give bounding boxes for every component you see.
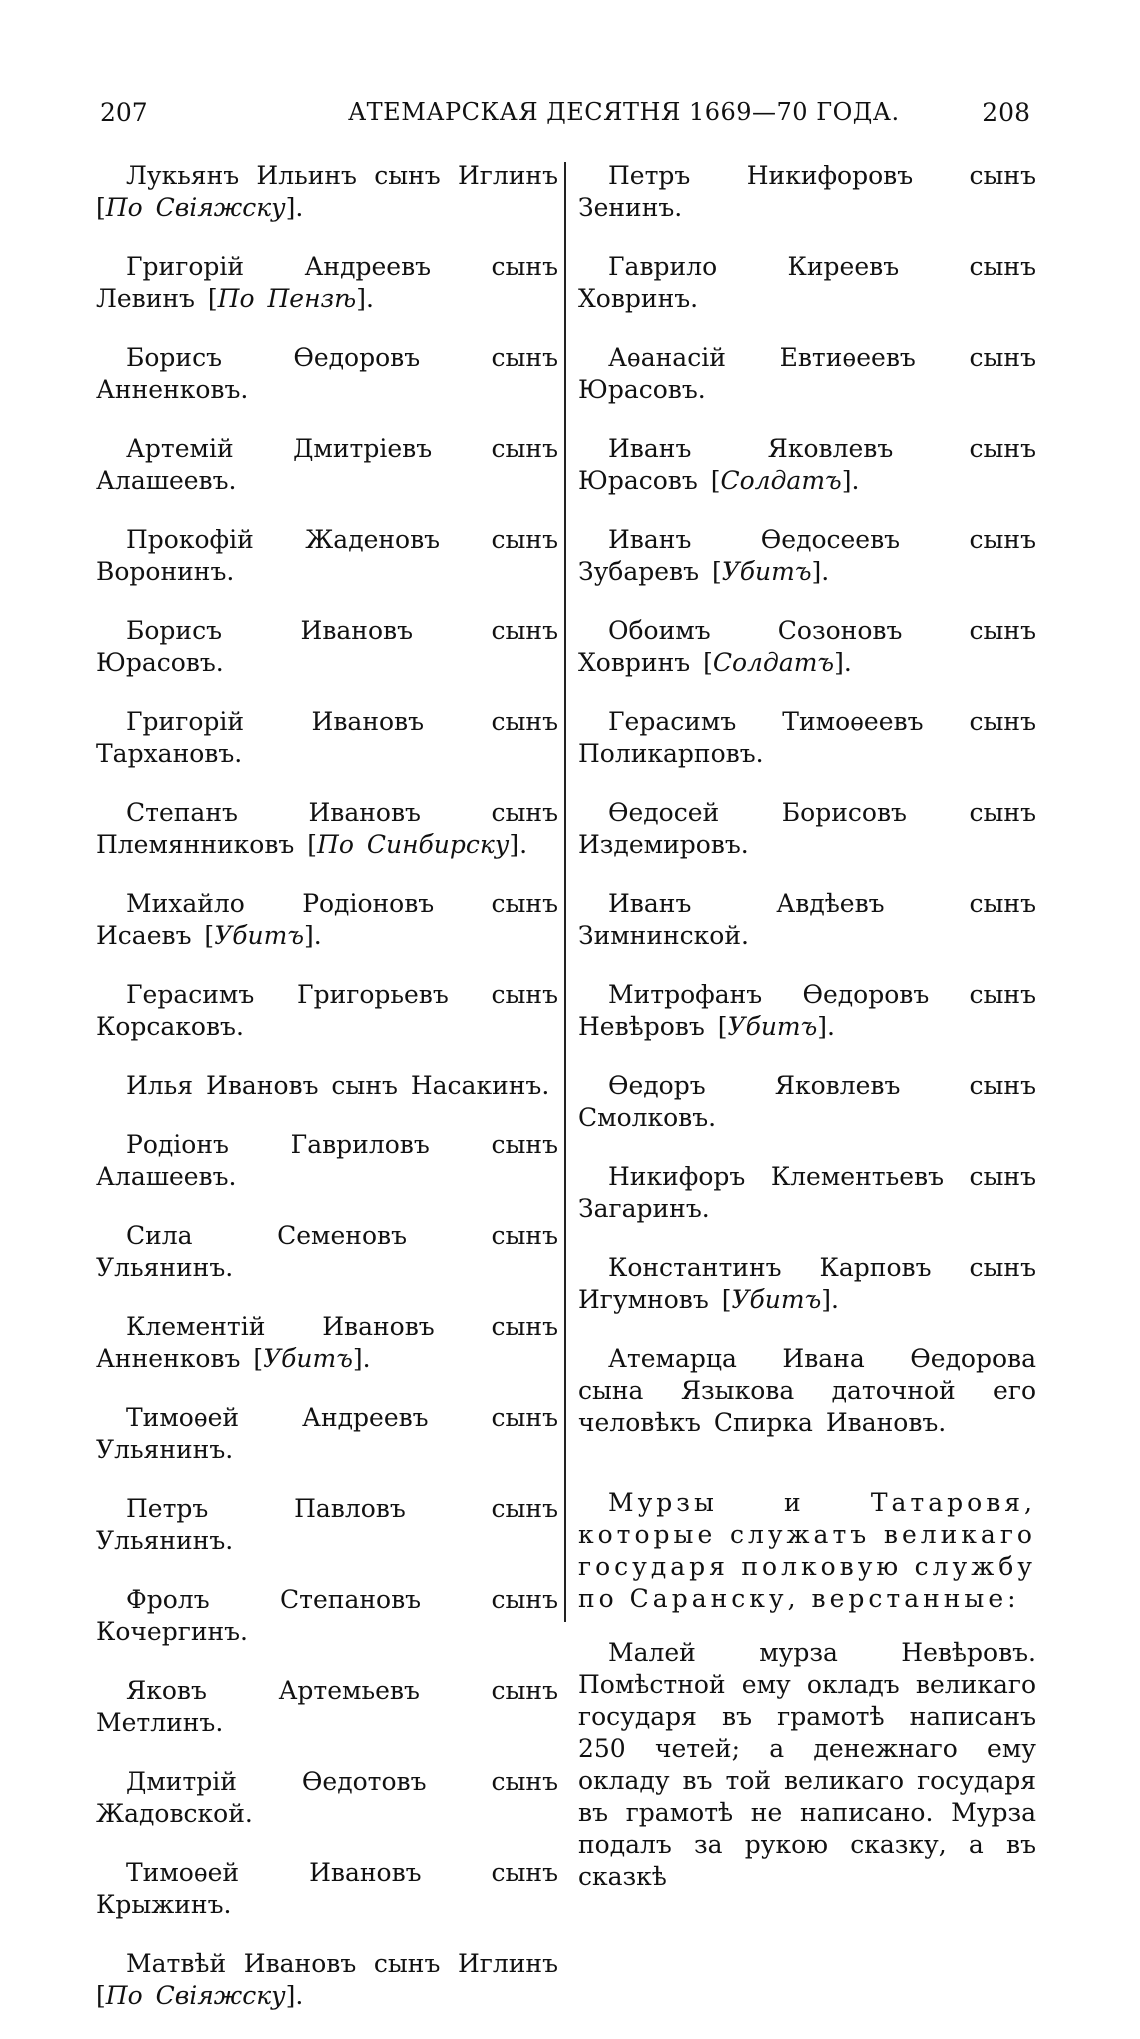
running-title: АТЕМАРСКАЯ ДЕСЯТНЯ 1669—70 ГОДА. [348,98,900,126]
entry-name: Илья Ивановъ сынъ Насакинъ. [126,1071,550,1100]
entry-name: Михайло Родіоновъ сынъ Исаевъ [96,889,558,950]
right-column [578,160,1036,1893]
entry-name: Герасимъ Григорьевъ сынъ Корсаковъ. [96,980,558,1041]
entry-name: Фролъ Степановъ сынъ Кочергинъ. [96,1585,558,1646]
page-number-left: 207 [100,98,148,127]
page-number-right: 208 [982,98,1030,127]
entry-name: Обоимъ Созоновъ сынъ Ховринъ [578,616,1036,677]
entry-name: Гаврило Киреевъ сынъ Ховринъ. [578,252,1036,313]
entry-note: Убитъ [721,557,812,586]
entry-name: Прокофій Жаденовъ сынъ Воронинъ. [96,525,558,586]
entry-note: По Синбирску [317,830,510,859]
entry-name: Сила Семеновъ сынъ Ульянинъ. [96,1221,558,1282]
register-entry: Иванъ Өедосеевъ сынъ Зубаревъ [Убитъ]. [578,525,1036,586]
section-heading: Мурзы и Татаровя, которые служатъ великаго государя полковую службу по Саранску, верстанные: [578,1488,1036,1613]
register-entry [96,615,558,679]
register-entry [578,1070,1036,1134]
register-entry [578,160,1036,224]
register-entry [96,1402,558,1466]
entry-name: Иванъ Яковлевъ сынъ Юрасовъ [578,434,1036,495]
entry-name: Григорій Андреевъ сынъ Левинъ [96,252,558,313]
entry-name: Константинъ Карповъ сынъ Игумновъ [578,1253,1036,1314]
register-entry [578,1343,1036,1439]
register-entry [578,342,1036,406]
entry-name: Петръ Никифоровъ сынъ Зенинъ. [578,161,1036,222]
entry-note: По Пензѣ [217,284,357,313]
register-entry [96,1129,558,1193]
entry-name: Аѳанасій Евтиѳеевъ сынъ Юрасовъ. [578,343,1036,404]
entry-name: Өедосей Борисовъ сынъ Издемировъ. [578,798,1036,859]
register-entry [96,1493,558,1557]
entry-name: Атемарца Ивана Өедорова сына Языкова даточной его человѣкъ Спирка Ивановъ. [578,1344,1036,1437]
entry-note: По Свіяжску [105,1981,286,2010]
register-entry [96,433,558,497]
register-entry [96,1070,558,1102]
entry-note: Убитъ [263,1344,353,1373]
entry-name: Дмитрій Өедотовъ сынъ Жадовской. [96,1767,558,1828]
entry-note: Солдатъ [712,648,835,677]
register-entry [96,1675,558,1739]
left-column [96,160,558,2039]
entry-name: Артемій Дмитріевъ сынъ Алашеевъ. [96,434,558,495]
entry-name: Борисъ Ивановъ сынъ Юрасовъ. [96,616,558,677]
register-entry [96,1857,558,1921]
column-divider [564,162,566,1622]
register-entry [578,797,1036,861]
register-entry: Митрофанъ Өедоровъ сынъ Невѣровъ [Убитъ]. [578,980,1036,1041]
entry-name: Өедоръ Яковлевъ сынъ Смолковъ. [578,1071,1036,1132]
register-entry: Клементій Ивановъ сынъ Анненковъ [Убитъ]. [96,1312,558,1373]
entry-name: Родіонъ Гавриловъ сынъ Алашеевъ. [96,1130,558,1191]
right-column-entries [578,160,1036,1439]
entry-name: Тимоѳей Ивановъ сынъ Крыжинъ. [96,1858,558,1919]
entry-name: Герасимъ Тимоѳеевъ сынъ Поликарповъ. [578,707,1036,768]
entry-name: Митрофанъ Өедоровъ сынъ Невѣровъ [578,980,1036,1041]
register-entry: Иванъ Яковлевъ сынъ Юрасовъ [Солдатъ]. [578,434,1036,495]
entry-name: Лукьянъ Ильинъ сынъ Иглинъ [126,161,558,190]
entry-name: Иванъ Авдѣевъ сынъ Зимнинской. [578,889,1036,950]
entry-name: Григорій Ивановъ сынъ Тархановъ. [96,707,558,768]
entry-name: Петръ Павловъ сынъ Ульянинъ. [96,1494,558,1555]
register-entry [96,706,558,770]
entry-name: Никифоръ Клементьевъ сынъ Загаринъ. [578,1162,1036,1223]
register-entry: Степанъ Ивановъ сынъ Племянниковъ [По Синбирску]. [96,798,558,859]
entry-name: Матвѣй Ивановъ сынъ Иглинъ [126,1949,558,1978]
register-entry [96,342,558,406]
register-entry: Матвѣй Ивановъ сынъ Иглинъ [По Свіяжску]. [96,1949,558,2010]
register-entry [96,1766,558,1830]
entry-name: Клементій Ивановъ сынъ Анненковъ [96,1312,558,1373]
register-entry [96,524,558,588]
register-entry [96,1584,558,1648]
entry-name: Тимоѳей Андреевъ сынъ Ульянинъ. [96,1403,558,1464]
running-header [100,98,1030,138]
entry-note: Убитъ [214,921,304,950]
entry-note: Солдатъ [720,466,842,495]
register-entry: Обоимъ Созоновъ сынъ Ховринъ [Солдатъ]. [578,616,1036,677]
register-entry [578,251,1036,315]
entry-name: Степанъ Ивановъ сынъ Племянниковъ [96,798,558,859]
entry-name: Яковъ Артемьевъ сынъ Метлинъ. [96,1676,558,1737]
entry-note: Убитъ [731,1285,822,1314]
register-entry: Михайло Родіоновъ сынъ Исаевъ [Убитъ]. [96,889,558,950]
entry-name: Борисъ Өедоровъ сынъ Анненковъ. [96,343,558,404]
register-entry: Лукьянъ Ильинъ сынъ Иглинъ [По Свіяжску]. [96,161,558,222]
register-entry [578,1161,1036,1225]
register-entry: Григорій Андреевъ сынъ Левинъ [По Пензѣ]. [96,252,558,313]
entry-note: Убитъ [727,1012,818,1041]
register-entry [96,979,558,1043]
closing-paragraph: Малей мурза Невѣровъ. Помѣстной ему окладъ великаго государя въ грамотѣ написанъ 250 четей; а денежнаго ему окладу въ той великаго государя въ грамотѣ не написано. Мурза подалъ за рукою сказку, а въ сказкѣ [578,1638,1036,1891]
register-entry [578,888,1036,952]
entry-note: По Свіяжску [105,193,286,222]
register-entry: Константинъ Карповъ сынъ Игумновъ [Убитъ]. [578,1253,1036,1314]
entry-name: Иванъ Өедосеевъ сынъ Зубаревъ [578,525,1036,586]
register-entry [578,706,1036,770]
register-entry [96,1220,558,1284]
